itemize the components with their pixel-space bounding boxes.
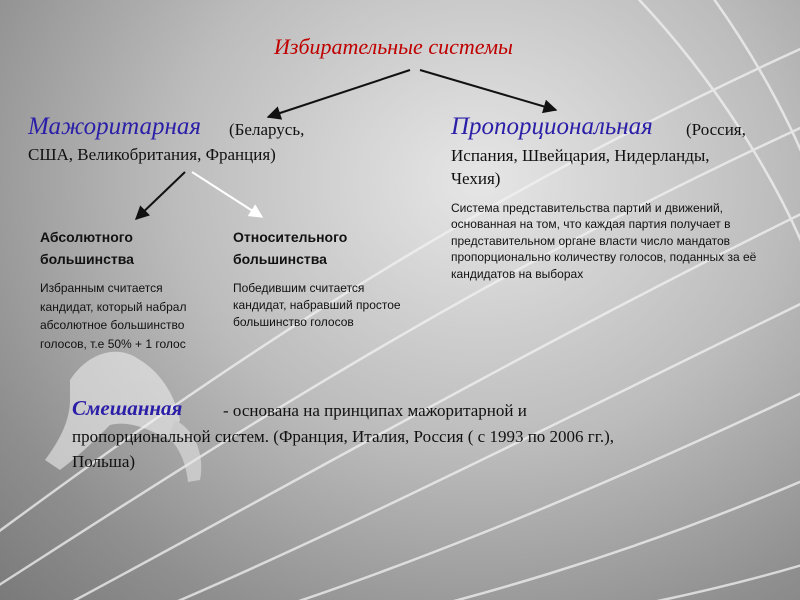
mixed-description-line3: Польша): [72, 452, 136, 471]
proportional-description: Система представительства партий и движений, основанная на том, что каждая партия получает в представительном органе власти число мандатов пропорционально количеству голосов, поданных за её кандидатов на выборах: [451, 201, 757, 281]
relative-majority-heading: [233, 226, 347, 270]
proportional-countries-line3: Чехия): [451, 169, 501, 188]
absolute-majority-heading: [40, 226, 134, 270]
mixed-description-line1: - основана на принципах мажоритарной и: [223, 401, 527, 420]
diagram-title: Избирательные системы: [274, 34, 513, 59]
relative-desc-line2: кандидат, набравший простое: [233, 298, 401, 312]
relative-desc-line1: Победившим считается: [233, 281, 365, 295]
majoritarian-countries-line1: (Беларусь,: [229, 120, 305, 139]
absolute-desc-line4: голосов, т.е 50% + 1 голос: [40, 336, 186, 351]
absolute-desc-line1: Избранным считается: [40, 281, 163, 295]
proportional-countries-line1: (Россия,: [686, 120, 746, 139]
absolute-desc-line2: кандидат, который набрал: [40, 299, 187, 314]
relative-desc-line3: большинство голосов: [233, 315, 354, 329]
absolute-heading-line1: Абсолютного: [40, 229, 133, 245]
relative-heading-line1: Относительного: [233, 229, 348, 245]
absolute-desc-line3: абсолютное большинство: [40, 318, 185, 332]
majoritarian-countries-line2: США, Великобритания, Франция): [28, 145, 276, 164]
mixed-description-line2: пропорциональной систем. (Франция, Италия, Россия ( с 1993 по 2006 гг.),: [72, 427, 614, 446]
absolute-heading-line2: большинства: [40, 251, 134, 267]
proportional-countries-line2: Испания, Швейцария, Нидерланды,: [451, 146, 710, 165]
mixed-heading: Смешанная: [72, 396, 183, 420]
majoritarian-heading: Мажоритарная: [28, 113, 201, 140]
relative-heading-line2: большинства: [233, 251, 327, 267]
proportional-heading: Пропорциональная: [451, 113, 653, 140]
relative-majority-description: [233, 280, 401, 331]
absolute-majority-description: [40, 279, 186, 353]
